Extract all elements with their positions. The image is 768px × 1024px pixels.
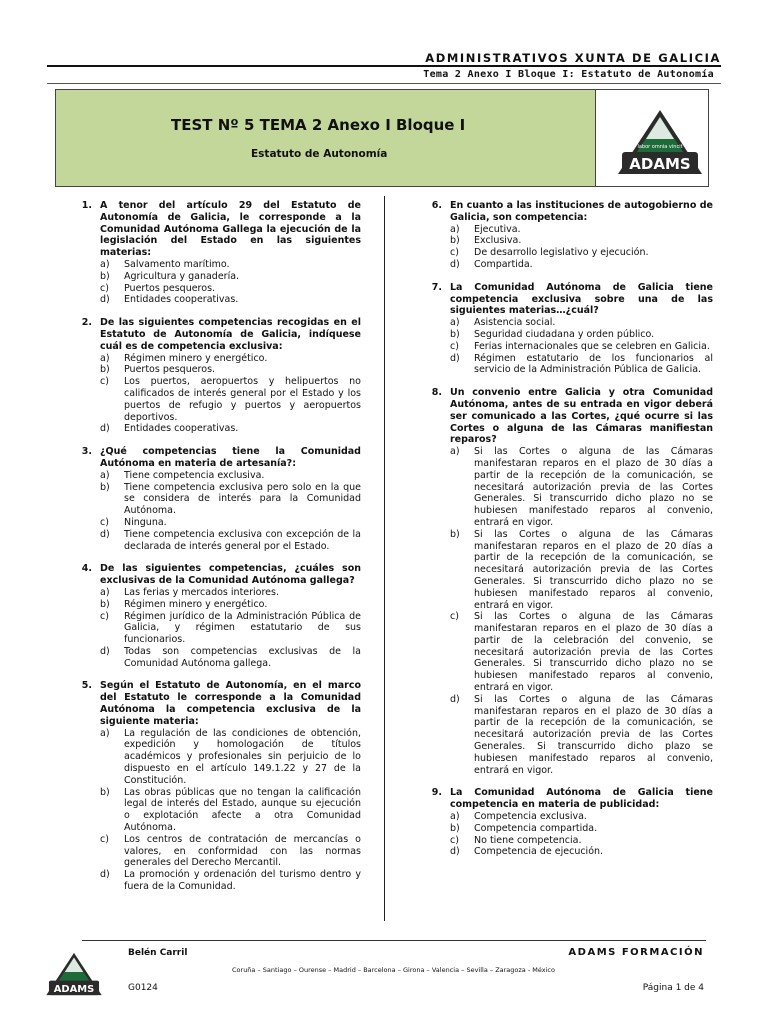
option-letter: d) — [100, 528, 110, 540]
option-text: La regulación de las condiciones de obtención, expedición y homologación de títulos académicos y profesionales sin perjuicio de lo dispuesto en el artículo 149.1.22 y 27 de la Constitución. — [124, 727, 361, 786]
option-text: Si las Cortes o alguna de las Cámaras manifestaran reparos en el plazo de 30 días a partir de la celebración del convenio, se necesitará autorización previa de las Cortes Generales. Si transcurrido dicho plazo no se hubiesen manifestado reparos al convenio, entrará en vigor. — [474, 611, 713, 694]
question-number: 9. — [431, 787, 442, 799]
option-letter: d) — [100, 423, 110, 435]
answer-option — [70, 423, 361, 435]
question-text: En cuanto a las instituciones de autogobierno de Galicia, son competencia: — [450, 200, 713, 223]
option-letter: c) — [100, 516, 109, 528]
option-text: Entidades cooperativas. — [124, 294, 239, 306]
question-number: 6. — [431, 200, 442, 211]
option-letter: c) — [100, 282, 109, 294]
header-subtitle: Tema 2 Anexo I Bloque I: Estatuto de Autonomía — [423, 69, 714, 80]
option-letter: b) — [100, 786, 110, 798]
answer-option — [420, 247, 713, 259]
answer-option — [420, 446, 713, 529]
option-text: Seguridad ciudadana y orden público. — [474, 328, 655, 340]
question-item — [70, 317, 361, 435]
test-title: TEST Nº 5 TEMA 2 Anexo I Bloque I — [171, 116, 466, 134]
question-stem — [70, 563, 361, 587]
question-stem — [70, 200, 361, 259]
option-text: De desarrollo legislativo y ejecución. — [474, 247, 649, 259]
option-letter: c) — [450, 611, 459, 623]
option-letter: c) — [450, 834, 459, 846]
option-text: Si las Cortes o alguna de las Cámaras manifestaran reparos en el plazo de 30 días a partir de la recepción de la comunicación, se necesitará autorización previa de las Cortes Generales. Si transcurrido dicho plazo se hubiesen manifestado reparos al convenio, entrará en vigor. — [474, 693, 713, 776]
option-letter: b) — [450, 822, 460, 834]
answer-option — [420, 846, 713, 858]
answer-option — [70, 259, 361, 271]
answer-option — [70, 353, 361, 365]
option-letter: c) — [450, 247, 459, 259]
footer-brand: ADAMS FORMACIÓN — [568, 947, 704, 958]
answer-option — [70, 294, 361, 306]
answer-option — [70, 517, 361, 529]
option-letter: a) — [450, 811, 460, 823]
question-stem — [70, 446, 361, 470]
question-text: Un convenio entre Galicia y otra Comunidad Autónoma, antes de su entrada en vigor deberá ser comunicado a las Cortes, ¿qué ocurre si las Cortes o alguna de las Cámaras manifiestan reparos? — [450, 387, 713, 446]
answer-option — [70, 611, 361, 646]
answer-option — [70, 646, 361, 670]
option-text: Ninguna. — [124, 516, 167, 528]
question-number: 3. — [81, 446, 92, 458]
questions-left-column — [70, 200, 361, 904]
option-letter: d) — [100, 294, 110, 306]
question-item — [420, 787, 713, 858]
question-stem — [420, 787, 713, 811]
option-letter: c) — [450, 340, 459, 352]
title-banner — [55, 89, 709, 187]
option-text: Régimen jurídico de la Administración Pública de Galicia, y régimen estatutario de sus funcionarios. — [124, 610, 361, 646]
answer-option — [420, 835, 713, 847]
question-stem — [420, 282, 713, 317]
svg-text:labor omnia vincit: labor omnia vincit — [637, 144, 683, 150]
option-text: Régimen minero y energético. — [124, 352, 268, 364]
answer-option — [70, 283, 361, 295]
footer-author: Belén Carril — [128, 948, 188, 958]
option-letter: a) — [100, 352, 110, 364]
option-text: Competencia exclusiva. — [474, 811, 587, 823]
answer-option — [420, 341, 713, 353]
answer-option — [70, 599, 361, 611]
option-text: Compartida. — [474, 258, 533, 270]
option-text: Si las Cortes o alguna de las Cámaras manifestaran reparos en el plazo de 20 días a partir de la recepción de la comunicación, se necesitará autorización previa de las Cortes Generales. Si transcurrido dicho plazo no se hubiesen manifestado reparos al convenio, entrará en vigor. — [474, 528, 713, 611]
question-number: 2. — [81, 317, 92, 329]
option-letter: a) — [100, 727, 110, 739]
answer-option — [70, 529, 361, 553]
question-number: 1. — [81, 200, 92, 211]
option-text: Ejecutiva. — [474, 223, 521, 235]
question-item — [420, 200, 713, 271]
answer-option — [70, 470, 361, 482]
option-text: Exclusiva. — [474, 235, 522, 247]
question-stem — [70, 680, 361, 727]
header-rule-thin — [47, 83, 721, 84]
answer-option — [70, 587, 361, 599]
option-text: Competencia de ejecución. — [474, 846, 604, 858]
question-item — [420, 387, 713, 776]
option-letter: a) — [450, 223, 460, 235]
option-text: Competencia compartida. — [474, 822, 598, 834]
option-letter: d) — [100, 869, 110, 881]
option-letter: a) — [100, 469, 110, 481]
option-text: Los puertos, aeropuertos y helipuertos no calificados de interés general por el Estado y los puertos de refugio y puertos y aeropuertos deportivos. — [124, 376, 361, 423]
option-letter: c) — [100, 610, 109, 622]
test-subtitle: Estatuto de Autonomía — [251, 148, 388, 160]
question-text: A tenor del artículo 29 del Estatuto de Autonomía de Galicia, le corresponde a la Comunidad Autónoma Gallega la ejecución de la legislación del Estado en las siguientes materias: — [100, 200, 361, 259]
answer-option — [420, 329, 713, 341]
option-letter: b) — [100, 364, 110, 376]
questions-right-column — [420, 200, 713, 869]
question-item — [70, 200, 361, 306]
header-rule — [47, 65, 721, 67]
question-text: Según el Estatuto de Autonomía, en el marco del Estatuto le corresponde a la Comunidad Autónoma la competencia exclusiva de la siguiente materia: — [100, 680, 361, 727]
option-letter: d) — [450, 693, 460, 705]
answer-option — [70, 728, 361, 787]
answer-option — [70, 482, 361, 517]
answer-option — [420, 235, 713, 247]
question-stem — [420, 387, 713, 446]
header-title: ADMINISTRATIVOS XUNTA DE GALICIA — [425, 51, 721, 65]
option-letter: d) — [450, 258, 460, 270]
option-letter: a) — [450, 317, 460, 329]
answer-option — [70, 834, 361, 869]
option-text: Entidades cooperativas. — [124, 423, 239, 435]
option-letter: b) — [450, 528, 460, 540]
option-text: La promoción y ordenación del turismo dentro y fuera de la Comunidad. — [124, 869, 361, 893]
question-stem — [70, 317, 361, 352]
option-letter: b) — [100, 270, 110, 282]
answer-option — [420, 353, 713, 377]
footer-cities: Coruña – Santiago – Ourense – Madrid – Barcelona – Girona – Valencia – Sevilla – Zaragoza - México — [232, 966, 555, 974]
option-text: Salvamento marítimo. — [124, 258, 230, 270]
adams-logo-small — [45, 950, 103, 998]
answer-option — [420, 259, 713, 271]
option-text: Asistencia social. — [474, 317, 556, 329]
answer-option — [420, 694, 713, 777]
option-text: Tiene competencia exclusiva. — [124, 469, 265, 481]
option-letter: b) — [100, 481, 110, 493]
answer-option — [420, 611, 713, 694]
option-text: Las ferias y mercados interiores. — [124, 586, 280, 598]
option-text: Las obras públicas que no tengan la calificación legal de interés del Estado, aunque su ejecución o explotación afecte a otra Comunidad Autónoma. — [124, 786, 361, 834]
question-number: 7. — [431, 281, 442, 293]
banner-main — [56, 90, 596, 186]
option-text: Todas son competencias exclusivas de la Comunidad Autónoma gallega. — [124, 645, 361, 669]
question-text: ¿Qué competencias tiene la Comunidad Autónoma en materia de artesanía?: — [100, 446, 361, 469]
option-letter: a) — [100, 586, 110, 598]
answer-option — [70, 364, 361, 376]
column-divider — [384, 196, 385, 921]
answer-option — [70, 271, 361, 283]
question-item — [70, 446, 361, 552]
question-number: 5. — [81, 680, 92, 692]
option-text: Puertos pesqueros. — [124, 282, 216, 294]
question-item — [70, 680, 361, 892]
question-item — [420, 282, 713, 376]
adams-logo — [616, 108, 704, 176]
question-text: La Comunidad Autónoma de Galicia tiene competencia exclusiva sobre una de las siguientes materias…¿cuál? — [450, 281, 713, 317]
answer-option — [420, 823, 713, 835]
option-text: Tiene competencia exclusiva con excepción de la declarada de interés general por el Estado. — [124, 528, 361, 552]
option-letter: c) — [100, 833, 109, 845]
question-item — [70, 563, 361, 669]
answer-option — [420, 811, 713, 823]
option-letter: c) — [100, 376, 109, 388]
option-letter: b) — [450, 328, 460, 340]
option-text: Puertos pesqueros. — [124, 364, 216, 376]
question-text: De las siguientes competencias, ¿cuáles son exclusivas de la Comunidad Autónoma gallega? — [100, 563, 361, 587]
answer-option — [70, 787, 361, 834]
option-text: Si las Cortes o alguna de las Cámaras manifestaran reparos en el plazo de 30 días a partir de la recepción de la comunicación, se necesitará autorización previa de las Cortes Generales. Si transcurrido dicho plazo no se hubiesen manifestado reparos al convenio, entrará en vigor. — [474, 446, 713, 528]
option-letter: d) — [450, 846, 460, 858]
option-letter: a) — [450, 446, 460, 458]
footer-page-number: Página 1 de 4 — [642, 983, 704, 993]
option-text: Ferias internacionales que se celebren en Galicia. — [474, 340, 710, 352]
banner-logo-box — [596, 90, 708, 186]
option-text: No tiene competencia. — [474, 834, 582, 846]
question-stem — [420, 200, 713, 224]
option-letter: d) — [450, 352, 460, 364]
option-text: Régimen estatutario de los funcionarios al servicio de la Administración Pública de Galicia. — [474, 352, 713, 376]
option-letter: d) — [100, 645, 110, 657]
question-text: La Comunidad Autónoma de Galicia tiene competencia en materia de publicidad: — [450, 787, 713, 811]
answer-option — [420, 317, 713, 329]
option-letter: a) — [100, 258, 110, 270]
question-number: 8. — [431, 387, 442, 399]
option-text: Régimen minero y energético. — [124, 598, 268, 610]
footer-code: G0124 — [128, 983, 158, 993]
option-letter: b) — [100, 598, 110, 610]
question-number: 4. — [81, 563, 92, 575]
option-text: Agricultura y ganadería. — [124, 270, 240, 282]
option-text: Los centros de contratación de mercancías o valores, en conformidad con las normas generales del Derecho Mercantil. — [124, 833, 361, 869]
answer-option — [70, 869, 361, 893]
answer-option — [70, 376, 361, 423]
question-text: De las siguientes competencias recogidas en el Estatuto de Autonomía de Galicia, indíquese cuál es de competencia exclusiva: — [100, 317, 361, 352]
option-text: Tiene competencia exclusiva pero solo en la que se considera de interés para la Comunidad Autónoma. — [124, 481, 361, 517]
option-letter: b) — [450, 235, 460, 247]
answer-option — [420, 224, 713, 236]
svg-text:ADAMS: ADAMS — [629, 155, 691, 173]
svg-text:ADAMS: ADAMS — [53, 983, 95, 995]
footer-rule — [82, 940, 706, 941]
answer-option — [420, 529, 713, 612]
